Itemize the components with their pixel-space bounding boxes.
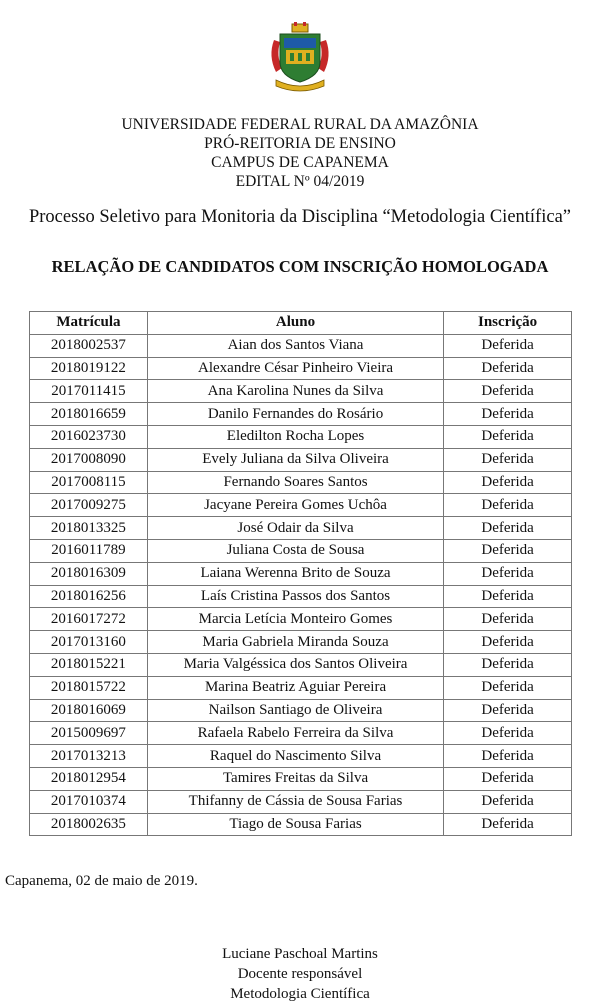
cell-matricula: 2018016309 (30, 562, 148, 585)
place-date: Capanema, 02 de maio de 2019. (5, 873, 198, 889)
cell-inscricao: Deferida (444, 653, 572, 676)
cell-matricula: 2018016256 (30, 585, 148, 608)
cell-aluno: Laís Cristina Passos dos Santos (147, 585, 443, 608)
university-crest-icon (266, 22, 334, 94)
cell-aluno: Tiago de Sousa Farias (147, 813, 443, 836)
cell-matricula: 2016023730 (30, 425, 148, 448)
list-heading: RELAÇÃO DE CANDIDATOS COM INSCRIÇÃO HOMOLOGADA (51, 257, 549, 276)
table-row (30, 494, 572, 517)
cell-matricula: 2017013213 (30, 745, 148, 768)
cell-matricula: 2018016069 (30, 699, 148, 722)
cell-inscricao: Deferida (444, 562, 572, 585)
cell-inscricao: Deferida (444, 699, 572, 722)
column-header-aluno: Aluno (147, 312, 443, 335)
cell-aluno: Rafaela Rabelo Ferreira da Silva (147, 722, 443, 745)
pro-rectory-name: PRÓ-REITORIA DE ENSINO (204, 135, 396, 152)
cell-inscricao: Deferida (444, 517, 572, 540)
cell-aluno: Eledilton Rocha Lopes (147, 425, 443, 448)
table-row (30, 676, 572, 699)
institution-header (0, 115, 600, 191)
cell-matricula: 2018013325 (30, 517, 148, 540)
cell-aluno: Jacyane Pereira Gomes Uchôa (147, 494, 443, 517)
cell-inscricao: Deferida (444, 722, 572, 745)
table-row (30, 334, 572, 357)
table-header-row (30, 312, 572, 335)
cell-aluno: Alexandre César Pinheiro Vieira (147, 357, 443, 380)
cell-aluno: Maria Valgéssica dos Santos Oliveira (147, 653, 443, 676)
cell-matricula: 2018019122 (30, 357, 148, 380)
cell-inscricao: Deferida (444, 334, 572, 357)
table-row (30, 380, 572, 403)
column-header-matricula: Matrícula (30, 312, 148, 335)
cell-inscricao: Deferida (444, 494, 572, 517)
cell-matricula: 2018002537 (30, 334, 148, 357)
table-row (30, 562, 572, 585)
cell-inscricao: Deferida (444, 380, 572, 403)
candidates-table (29, 311, 572, 836)
cell-aluno: Laiana Werenna Brito de Souza (147, 562, 443, 585)
signatory-discipline: Metodologia Científica (230, 986, 370, 1002)
cell-aluno: José Odair da Silva (147, 517, 443, 540)
table-row (30, 631, 572, 654)
cell-aluno: Nailson Santiago de Oliveira (147, 699, 443, 722)
cell-matricula: 2018002635 (30, 813, 148, 836)
cell-matricula: 2018015221 (30, 653, 148, 676)
cell-matricula: 2017008115 (30, 471, 148, 494)
cell-aluno: Danilo Fernandes do Rosário (147, 403, 443, 426)
cell-aluno: Marina Beatriz Aguiar Pereira (147, 676, 443, 699)
cell-inscricao: Deferida (444, 471, 572, 494)
table-row (30, 745, 572, 768)
cell-aluno: Maria Gabriela Miranda Souza (147, 631, 443, 654)
cell-aluno: Juliana Costa de Sousa (147, 539, 443, 562)
table-row (30, 813, 572, 836)
cell-aluno: Tamires Freitas da Silva (147, 767, 443, 790)
cell-inscricao: Deferida (444, 676, 572, 699)
cell-inscricao: Deferida (444, 631, 572, 654)
signatory-role: Docente responsável (237, 966, 363, 982)
table-body (30, 334, 572, 836)
cell-inscricao: Deferida (444, 539, 572, 562)
cell-inscricao: Deferida (444, 608, 572, 631)
table-row (30, 517, 572, 540)
table-row (30, 448, 572, 471)
table-row (30, 699, 572, 722)
table-row (30, 790, 572, 813)
cell-matricula: 2017013160 (30, 631, 148, 654)
cell-matricula: 2018016659 (30, 403, 148, 426)
table-row (30, 425, 572, 448)
cell-matricula: 2017008090 (30, 448, 148, 471)
cell-matricula: 2015009697 (30, 722, 148, 745)
column-header-inscricao: Inscrição (444, 312, 572, 335)
table-row (30, 608, 572, 631)
table-row (30, 357, 572, 380)
cell-matricula: 2017011415 (30, 380, 148, 403)
cell-inscricao: Deferida (444, 425, 572, 448)
campus-name: CAMPUS DE CAPANEMA (211, 154, 389, 171)
table-row (30, 653, 572, 676)
cell-inscricao: Deferida (444, 790, 572, 813)
table-row (30, 722, 572, 745)
table-row (30, 767, 572, 790)
cell-inscricao: Deferida (444, 403, 572, 426)
signatory-name: Luciane Paschoal Martins (222, 946, 378, 962)
cell-inscricao: Deferida (444, 767, 572, 790)
table-row (30, 471, 572, 494)
cell-inscricao: Deferida (444, 745, 572, 768)
cell-aluno: Aian dos Santos Viana (147, 334, 443, 357)
cell-aluno: Fernando Soares Santos (147, 471, 443, 494)
edital-number: EDITAL Nº 04/2019 (235, 173, 365, 190)
cell-aluno: Ana Karolina Nunes da Silva (147, 380, 443, 403)
cell-matricula: 2018015722 (30, 676, 148, 699)
cell-inscricao: Deferida (444, 448, 572, 471)
cell-matricula: 2017009275 (30, 494, 148, 517)
cell-aluno: Raquel do Nascimento Silva (147, 745, 443, 768)
cell-matricula: 2016011789 (30, 539, 148, 562)
cell-matricula: 2016017272 (30, 608, 148, 631)
table-row (30, 539, 572, 562)
signature-block (0, 944, 600, 1004)
cell-aluno: Marcia Letícia Monteiro Gomes (147, 608, 443, 631)
process-subtitle: Processo Seletivo para Monitoria da Disciplina “Metodologia Científica” (28, 207, 571, 227)
university-name: UNIVERSIDADE FEDERAL RURAL DA AMAZÔNIA (121, 116, 479, 133)
cell-inscricao: Deferida (444, 813, 572, 836)
cell-inscricao: Deferida (444, 357, 572, 380)
table-row (30, 585, 572, 608)
cell-inscricao: Deferida (444, 585, 572, 608)
cell-matricula: 2018012954 (30, 767, 148, 790)
cell-aluno: Thifanny de Cássia de Sousa Farias (147, 790, 443, 813)
table-row (30, 403, 572, 426)
cell-aluno: Evely Juliana da Silva Oliveira (147, 448, 443, 471)
cell-matricula: 2017010374 (30, 790, 148, 813)
